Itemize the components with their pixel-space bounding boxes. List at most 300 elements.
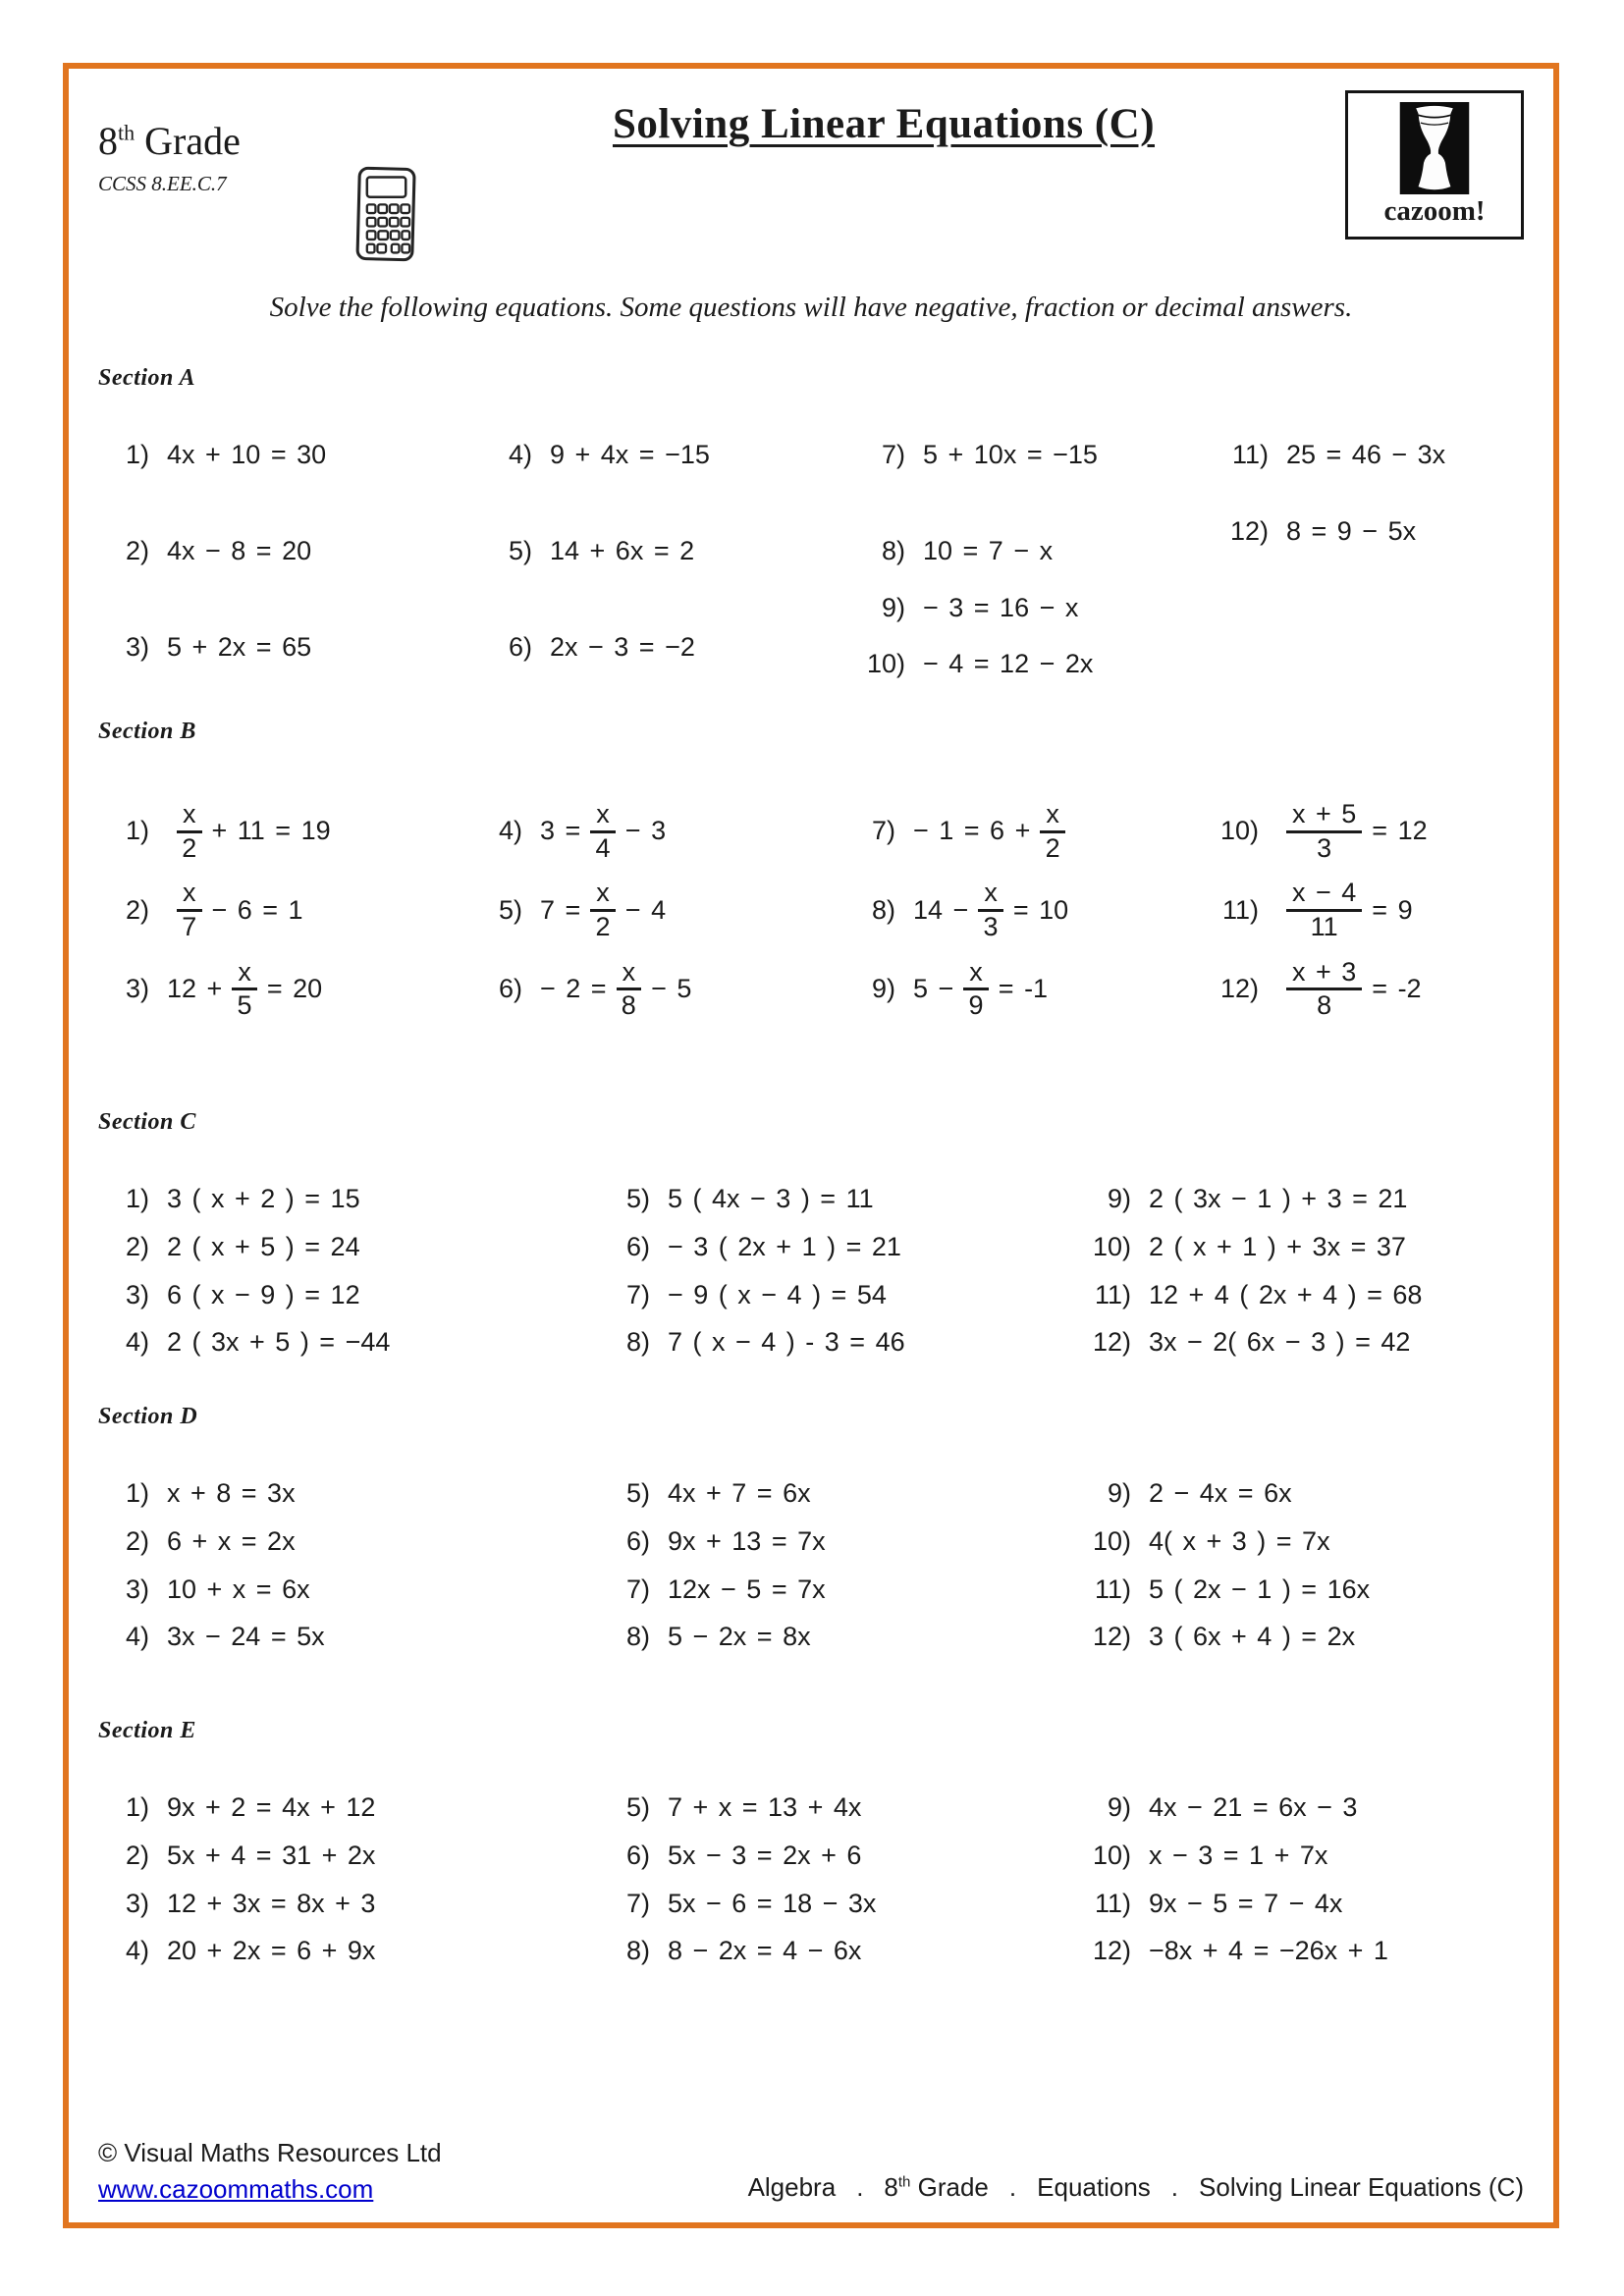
copyright-text: © Visual Maths Resources Ltd: [98, 2138, 442, 2167]
equation-item: [98, 1840, 599, 1873]
equation-number: 2): [125, 1840, 149, 1870]
section-title: Section B: [98, 719, 196, 744]
equation-text: = -2: [1372, 974, 1422, 1004]
equation: [1149, 1621, 1355, 1654]
equation-item: [1080, 1183, 1532, 1216]
equation-number: 10): [866, 649, 905, 679]
fraction-numerator: x: [177, 879, 202, 912]
equation-text: 5x − 6 = 18 − 3x: [668, 1888, 877, 1918]
equation-text: 7 ( x − 4 ) - 3 = 46: [668, 1327, 905, 1358]
equation-text: − 9 ( x − 4 ) = 54: [668, 1279, 887, 1309]
equation-number: 2): [125, 1525, 149, 1556]
fraction: [1286, 879, 1362, 941]
equation-number: 4): [498, 816, 522, 846]
equation: [1286, 439, 1445, 472]
equation-text: + 11 = 19: [211, 816, 331, 846]
equation-column: [1080, 1183, 1532, 1360]
fraction-denominator: 2: [182, 832, 197, 863]
equation: [167, 1326, 390, 1360]
equation: [1276, 958, 1422, 1021]
equation-text: 5 ( 4x − 3 ) = 11: [668, 1184, 874, 1213]
equation: [913, 800, 1075, 863]
equation: [1276, 879, 1413, 941]
equation-number: 11): [1094, 1888, 1131, 1918]
fraction: [617, 958, 642, 1021]
equation-number: 10): [1092, 1840, 1131, 1870]
breadcrumb-segment: 8th Grade: [884, 2172, 989, 2202]
equation-text: 7 + x = 13 + 4x: [668, 1792, 862, 1822]
equation-column: [1208, 800, 1532, 1021]
equation: [167, 1840, 375, 1873]
equation: [1149, 1525, 1330, 1559]
fraction: [963, 958, 989, 1021]
fraction-denominator: 2: [1045, 832, 1060, 863]
equation-number: 7): [625, 1279, 650, 1309]
section-e: [98, 1718, 1532, 1968]
equation: [167, 1183, 360, 1216]
equation-item: [844, 800, 1208, 863]
equation-number: 1): [125, 1184, 149, 1213]
fraction-numerator: x: [1040, 800, 1065, 833]
equation-text: 5x − 3 = 2x + 6: [668, 1840, 862, 1870]
equation-text: − 3: [624, 816, 667, 846]
equation: [923, 535, 1053, 568]
equation: [668, 1326, 905, 1360]
equation: [167, 800, 331, 863]
equation-text: − 4: [624, 894, 667, 925]
section-columns: [98, 1791, 1532, 1968]
equation-text: 14 −: [913, 894, 969, 925]
equation-text: 3 ( 6x + 4 ) = 2x: [1149, 1622, 1356, 1652]
equation-number: 5): [625, 1478, 650, 1508]
equation: [167, 1231, 360, 1264]
equation-column: [599, 1477, 1080, 1654]
equation-text: 4x + 10 = 30: [167, 440, 327, 469]
page-title: Solving Linear Equations (C): [612, 101, 1156, 147]
equation-text: 4( x + 3 ) = 7x: [1149, 1525, 1330, 1556]
equation-item: [599, 1888, 1080, 1921]
equation-text: − 2 =: [540, 974, 607, 1004]
equation-item: [599, 1791, 1080, 1825]
equation-text: 9 + 4x = −15: [550, 440, 710, 469]
equation: [923, 439, 1098, 472]
fraction-denominator: 8: [621, 990, 636, 1021]
equation: [550, 535, 694, 568]
equation-text: 2 − 4x = 6x: [1149, 1478, 1292, 1508]
equation-item: [471, 879, 844, 941]
equation-number: 1): [125, 1792, 149, 1822]
equation-text: − 6 = 1: [211, 894, 303, 925]
equation: [167, 1621, 325, 1654]
equation-text: = -1: [998, 974, 1049, 1004]
equation-item: [599, 1183, 1080, 1216]
equation-column: [471, 800, 844, 1021]
equation-number: 8): [871, 894, 895, 925]
section-columns: [98, 439, 1532, 681]
equation-number: 1): [125, 816, 149, 846]
equation-column: [1080, 1791, 1532, 1968]
equation-text: 3 ( x + 2 ) = 15: [167, 1184, 360, 1213]
equation-number: 6): [625, 1231, 650, 1261]
equation-text: 6 ( x − 9 ) = 12: [167, 1279, 360, 1309]
djembe-drum-icon: [1391, 102, 1478, 194]
equation-text: 5 −: [913, 974, 954, 1004]
equation: [167, 1574, 310, 1607]
section-title: Section D: [98, 1404, 198, 1429]
equation-item: [98, 1525, 599, 1559]
equation: [913, 958, 1048, 1021]
equation-text: x + 8 = 3x: [167, 1478, 296, 1508]
equation-text: −8x + 4 = −26x + 1: [1149, 1936, 1388, 1966]
equation-number: 3): [125, 1279, 149, 1309]
equation-number: 8): [625, 1622, 650, 1652]
equation-text: 2 ( x + 5 ) = 24: [167, 1231, 360, 1261]
equation-number: 3): [125, 974, 149, 1004]
equation-text: 12x − 5 = 7x: [668, 1574, 826, 1604]
equation-number: 8): [881, 535, 905, 565]
equation-number: 2): [125, 894, 149, 925]
equation: [923, 592, 1078, 625]
breadcrumb: [748, 2172, 1524, 2205]
fraction: [1286, 958, 1362, 1021]
equation: [540, 800, 666, 863]
equation-item: [599, 1935, 1080, 1968]
equation-text: x − 3 = 1 + 7x: [1149, 1840, 1328, 1870]
section-title: Section E: [98, 1718, 196, 1743]
equation-item: [98, 1279, 599, 1312]
breadcrumb-segment: Solving Linear Equations (C): [1199, 2172, 1524, 2202]
equation-column: [1218, 439, 1532, 681]
equation-item: [1080, 1888, 1532, 1921]
worksheet-footer: [98, 2138, 1524, 2205]
fraction: [232, 958, 257, 1021]
equation: [167, 879, 303, 941]
equation-number: 6): [625, 1525, 650, 1556]
equation-column: [599, 1183, 1080, 1360]
equation-item: [98, 535, 481, 568]
equation-number: 10): [1092, 1525, 1131, 1556]
equation-item: [599, 1231, 1080, 1264]
cazoom-logo: [1345, 90, 1524, 240]
equation-item: [844, 958, 1208, 1021]
fraction: [590, 879, 616, 941]
equation: [668, 1935, 861, 1968]
equation: [550, 631, 695, 665]
equation-item: [98, 1791, 599, 1825]
equation-text: 3 =: [540, 816, 581, 846]
equation-item: [1208, 879, 1532, 941]
breadcrumb-segment: Equations: [1037, 2172, 1151, 2202]
equation-text: − 5: [651, 974, 692, 1004]
equation-text: = 9: [1372, 894, 1413, 925]
equation: [167, 1935, 375, 1968]
ccss-standard-label: CCSS 8.EE.C.7: [98, 172, 227, 195]
fraction-numerator: x: [232, 958, 257, 991]
fraction-numerator: x: [978, 879, 1003, 912]
equation: [167, 958, 322, 1021]
equation-text: 10 + x = 6x: [167, 1574, 310, 1604]
equation-text: 2 ( 3x + 5 ) = −44: [167, 1327, 391, 1358]
equation-text: 2 ( x + 1 ) + 3x = 37: [1149, 1231, 1406, 1261]
equation-text: 4x − 8 = 20: [167, 535, 312, 565]
fraction: [177, 879, 202, 941]
fraction-numerator: x: [590, 879, 616, 912]
equation-number: 8): [625, 1936, 650, 1966]
equation-item: [599, 1326, 1080, 1360]
grade-label: 8th Grade: [98, 119, 241, 163]
footer-left: [98, 2138, 442, 2205]
equation: [1149, 1935, 1388, 1968]
equation-item: [844, 879, 1208, 941]
equation-column: [98, 800, 471, 1021]
equation: [1149, 1279, 1422, 1312]
equation-number: 9): [871, 974, 895, 1004]
equation-text: = 12: [1372, 816, 1428, 846]
equation-number: 3): [125, 1574, 149, 1604]
equation-item: [98, 1888, 599, 1921]
fraction: [1040, 800, 1065, 863]
equation-item: [98, 1574, 599, 1607]
section-a: [98, 365, 1532, 681]
equation-number: 5): [508, 535, 532, 565]
equation: [668, 1791, 861, 1825]
fraction-denominator: 2: [595, 912, 611, 942]
equation-item: [98, 1621, 599, 1654]
equation-item: [98, 439, 481, 472]
equation-item: [98, 1935, 599, 1968]
equation-number: 5): [625, 1184, 650, 1213]
fraction: [1286, 800, 1362, 863]
equation-text: 25 = 46 − 3x: [1286, 440, 1446, 469]
equation-number: 12): [1219, 974, 1259, 1004]
fraction: [978, 879, 1003, 941]
equation-number: 7): [871, 816, 895, 846]
equation-text: 9x + 13 = 7x: [668, 1525, 826, 1556]
equation: [668, 1279, 887, 1312]
cazoom-logo-text: cazoom!: [1383, 195, 1486, 227]
equation-item: [98, 800, 471, 863]
section-c: [98, 1109, 1532, 1360]
equation-column: [844, 800, 1208, 1021]
equation-item: [1218, 439, 1532, 472]
equation-item: [599, 1621, 1080, 1654]
equation-number: 9): [1107, 1792, 1131, 1822]
equation-text: 20 + 2x = 6 + 9x: [167, 1936, 376, 1966]
equation-item: [1208, 800, 1532, 863]
equation-item: [599, 1477, 1080, 1511]
fraction-denominator: 3: [1317, 832, 1332, 863]
equation-text: 12 + 3x = 8x + 3: [167, 1888, 376, 1918]
equation-text: 6 + x = 2x: [167, 1525, 296, 1556]
equation-item: [98, 1231, 599, 1264]
equation-item: [599, 1574, 1080, 1607]
fraction-denominator: 5: [237, 990, 252, 1021]
equation-text: 12 + 4 ( 2x + 4 ) = 68: [1149, 1279, 1423, 1309]
equation-number: 5): [625, 1792, 650, 1822]
equation: [1149, 1888, 1342, 1921]
section-b: [98, 719, 1532, 1021]
equation: [1149, 1477, 1292, 1511]
equation-text: 4x + 7 = 6x: [668, 1478, 811, 1508]
fraction-numerator: x: [177, 800, 202, 833]
equation: [167, 1525, 296, 1559]
equation-text: 5x + 4 = 31 + 2x: [167, 1840, 376, 1870]
equation-item: [98, 1183, 599, 1216]
equation-number: 12): [1229, 515, 1269, 546]
fraction-denominator: 7: [182, 912, 197, 942]
equation-item: [1218, 515, 1532, 549]
equation: [668, 1840, 861, 1873]
equation-item: [481, 535, 854, 568]
equation: [668, 1477, 811, 1511]
equation-item: [1080, 1525, 1532, 1559]
calculator-icon: [352, 165, 422, 268]
equation-item: [1080, 1621, 1532, 1654]
fraction: [590, 800, 616, 863]
title-area: [422, 90, 1345, 148]
equation-number: 3): [125, 631, 149, 662]
equation-text: 5 − 2x = 8x: [668, 1622, 811, 1652]
equation: [1149, 1791, 1357, 1825]
equation-item: [471, 958, 844, 1021]
equation-number: 6): [508, 631, 532, 662]
section-columns: [98, 800, 1532, 1021]
equation-item: [599, 1840, 1080, 1873]
equation-number: 3): [125, 1888, 149, 1918]
equation: [167, 439, 326, 472]
equation: [668, 1621, 811, 1654]
equation-number: 12): [1092, 1622, 1131, 1652]
equation-text: 3x − 2( 6x − 3 ) = 42: [1149, 1327, 1411, 1358]
website-link[interactable]: www.cazoommaths.com: [98, 2174, 374, 2204]
equation-number: 9): [1107, 1478, 1131, 1508]
equation-number: 4): [125, 1936, 149, 1966]
equation: [668, 1574, 826, 1607]
worksheet-header: [98, 90, 1524, 296]
equation-column: [1080, 1477, 1532, 1654]
equation-item: [599, 1279, 1080, 1312]
equation: [167, 631, 311, 665]
equation-item: [98, 1326, 599, 1360]
fraction-denominator: 11: [1310, 912, 1338, 942]
equation-number: 11): [1221, 894, 1259, 925]
equation-text: 14 + 6x = 2: [550, 535, 695, 565]
equation-item: [1080, 1935, 1532, 1968]
equation: [913, 879, 1068, 941]
equation-number: 11): [1094, 1279, 1131, 1309]
grade-block: [98, 90, 422, 196]
equation-text: = 10: [1012, 894, 1069, 925]
equation-text: 4x − 21 = 6x − 3: [1149, 1792, 1358, 1822]
equation-item: [1080, 1279, 1532, 1312]
fraction-numerator: x: [590, 800, 616, 833]
fraction-numerator: x + 3: [1286, 958, 1362, 991]
equation: [1286, 515, 1416, 549]
equation: [540, 958, 691, 1021]
fraction-denominator: 3: [983, 912, 999, 942]
equation-item: [1208, 958, 1532, 1021]
equation-number: 7): [881, 440, 905, 469]
equation-number: 12): [1092, 1936, 1131, 1966]
equation-number: 1): [125, 440, 149, 469]
equation-number: 2): [125, 535, 149, 565]
equation-number: 1): [125, 1478, 149, 1508]
equation-text: = 20: [266, 974, 323, 1004]
fraction: [177, 800, 202, 863]
equation-number: 9): [881, 592, 905, 622]
equation-item: [98, 1477, 599, 1511]
equation-item: [854, 592, 1218, 625]
fraction-denominator: 8: [1317, 990, 1332, 1021]
worksheet-border: [63, 63, 1559, 2228]
instruction-text: Solve the following equations. Some questions will have negative, fraction or decimal answers.: [269, 292, 1353, 323]
equation-column: [854, 439, 1218, 681]
equation: [668, 1231, 901, 1264]
section-columns: [98, 1477, 1532, 1654]
equation-item: [599, 1525, 1080, 1559]
equation-text: − 3 ( 2x + 1 ) = 21: [668, 1231, 901, 1261]
equation-text: 8 − 2x = 4 − 6x: [668, 1936, 862, 1966]
equation: [167, 1888, 375, 1921]
equation-item: [98, 879, 471, 941]
equation: [668, 1525, 826, 1559]
section-title: Section A: [98, 365, 195, 391]
equation-number: 10): [1219, 816, 1259, 846]
equation-number: 11): [1094, 1574, 1131, 1604]
section-title: Section C: [98, 1109, 196, 1135]
equation-item: [1080, 1840, 1532, 1873]
equation: [1149, 1326, 1410, 1360]
equation: [1149, 1231, 1406, 1264]
equation-number: 5): [498, 894, 522, 925]
equation-text: − 4 = 12 − 2x: [923, 649, 1094, 679]
equation-item: [481, 439, 854, 472]
equation-text: 8 = 9 − 5x: [1286, 515, 1417, 546]
equation-text: 9x − 5 = 7 − 4x: [1149, 1888, 1343, 1918]
breadcrumb-separator: .: [1008, 2172, 1017, 2202]
breadcrumb-segment: Algebra: [747, 2172, 837, 2202]
equation-number: 12): [1092, 1327, 1131, 1358]
fraction-numerator: x: [617, 958, 642, 991]
equation-text: 10 = 7 − x: [923, 535, 1054, 565]
equation-text: − 1 = 6 +: [913, 816, 1031, 846]
equation-column: [481, 439, 854, 681]
fraction-numerator: x + 5: [1286, 800, 1362, 833]
equation: [167, 535, 311, 568]
equation-item: [471, 800, 844, 863]
fraction-numerator: x: [963, 958, 989, 991]
equation-number: 4): [125, 1327, 149, 1358]
equation: [167, 1477, 296, 1511]
equation-item: [1080, 1574, 1532, 1607]
section-columns: [98, 1183, 1532, 1360]
equation-item: [1080, 1231, 1532, 1264]
equation: [1276, 800, 1428, 863]
equation-item: [98, 958, 471, 1021]
equation-column: [98, 1477, 599, 1654]
equation-number: 2): [125, 1231, 149, 1261]
equation-item: [1080, 1791, 1532, 1825]
equation-text: 5 + 2x = 65: [167, 631, 312, 662]
equation-number: 9): [1107, 1184, 1131, 1213]
breadcrumb-separator: .: [1170, 2172, 1179, 2202]
equation-item: [1080, 1326, 1532, 1360]
equation: [668, 1888, 876, 1921]
equation-number: 6): [498, 974, 522, 1004]
equation-number: 10): [1092, 1231, 1131, 1261]
breadcrumb-separator: .: [856, 2172, 864, 2202]
equation-item: [854, 535, 1218, 568]
